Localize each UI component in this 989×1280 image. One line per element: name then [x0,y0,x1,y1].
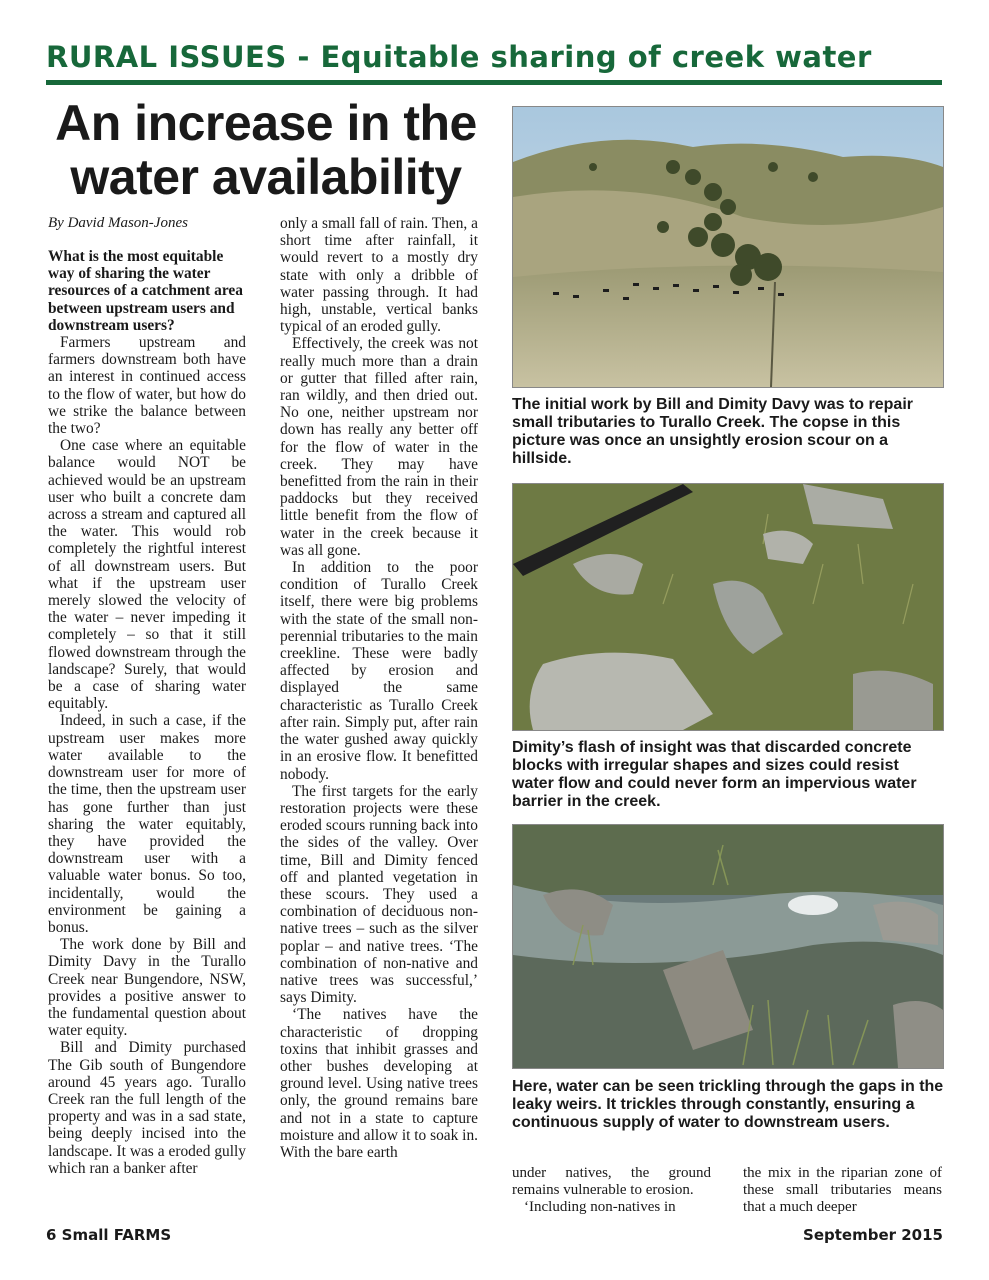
text-column-3 [512,1165,711,1221]
body-paragraph: only a small fall of rain. Then, a short time after rainfall, it would revert to a mostly dry state with only a dribble of water passing through. It had high, unstable, vertical banks typical of an eroded gully. [280,215,478,336]
lede-paragraph: What is the most equitable way of sharing the water resources of a catchment area between upstream users and downstream users? [48,248,243,334]
body-paragraph: In addition to the poor condition of Turallo Creek itself, there were big problems with the state of the small non-perennial tributaries to the main creekline. These were badly affected by erosion and displayed the same characteristic as Turallo Creek after rain. Simply put, after rain the water gushed away quickly in an erosive flow. It benefitted nobody. [280,559,478,783]
text-column-4 [743,1165,942,1221]
photo-hillside-cattle-image [513,107,943,387]
body-paragraph: ‘Including non-natives in [524,1199,676,1216]
body-paragraph: the mix in the riparian zone of these small tributaries means that a much deeper [743,1165,942,1216]
text-column-2 [280,215,478,1220]
photo-hillside-cattle [512,106,944,388]
byline: By David Mason-Jones [48,215,188,231]
issue-date-footer: September 2015 [803,1226,943,1244]
body-paragraph: One case where an equitable balance would NOT be achieved would be an upstream user who built a concrete dam across a stream and captured all the water. This would rob completely the rightful interest of all downstream users. But what if the upstream user merely slowed the velocity of the water – never impeding it completely – so that it still flowed downstream through the landscape? Surely, that would be a case of sharing water equitably. [48,437,246,713]
body-paragraph: Indeed, in such a case, if the upstream user makes more water available to the downstream user for more of the time, then the upstream user has gone further than just sharing the water equitably, they have provided the downstream user with a valuable water bonus. So too, incidentally, would the environment be gaining a bonus. [48,712,246,936]
photo-leaky-weir [512,824,944,1069]
photo-caption: Here, water can be seen trickling through the gaps in the leaky weirs. It trickles through constantly, ensuring a continuous supply of water to downstream users. [512,1078,944,1131]
section-heading: RURAL ISSUES - Equitable sharing of creek water [46,40,872,74]
body-paragraph: Farmers upstream and farmers downstream both have an interest in continued access to the flow of water, but how do we strike the balance between the two? [48,334,246,438]
page-number-footer: 6 Small FARMS [46,1226,172,1244]
body-paragraph: under natives, the ground remains vulnerable to erosion. [512,1165,711,1199]
photo-concrete-blocks [512,483,944,731]
body-paragraph: ‘The natives have the characteristic of dropping toxins that inhibit grasses and other bushes developing at ground level. Using native trees only, the ground remains bare and not in a state to capture moisture and allow it to soak in. With the bare earth [280,1006,478,1161]
photo-caption: Dimity’s flash of insight was that discarded concrete blocks with irregular shapes and sizes could resist water flow and could never form an impervious water barrier in the creek. [512,739,917,810]
section-rule [46,80,942,85]
text-column-1 [48,248,246,1218]
body-paragraph: Bill and Dimity purchased The Gib south of Bungendore around 45 years ago. Turallo Creek ran the full length of the property and was in a sad state, being deeply incised into the landscape. It was a eroded gully which ran a banker after [48,1039,246,1177]
photo-concrete-blocks-image [513,484,943,730]
article-headline: An increase in the water availability [55,95,477,205]
body-paragraph: The first targets for the early restoration projects were these eroded scours running back into the sides of the valley. Over time, Bill and Dimity fenced off and planted vegetation in these scours. They used a combination of deciduous non-native trees – such as the silver poplar – and native trees. ‘The combination of non-native and native trees was successful,’ says Dimity. [280,782,478,1007]
body-paragraph: Effectively, the creek was not really much more than a drain or gutter that filled after rain, ran wildly, and then dried out. No one, neither upstream nor down has really any better off for the flow of water in the creek. They may have benefitted from the rain in their paddocks but they received little benefit from the flow of water in the creek because it was all gone. [280,335,478,559]
photo-leaky-weir-image [513,825,943,1068]
body-paragraph: The work done by Bill and Dimity Davy in the Turallo Creek near Bungendore, NSW, provides a positive answer to the fundamental question about water equity. [48,936,246,1040]
photo-caption: The initial work by Bill and Dimity Davy was to repair small tributaries to Turallo Creek. The copse in this picture was once an unsightly erosion scour on a hillside. [512,396,913,467]
